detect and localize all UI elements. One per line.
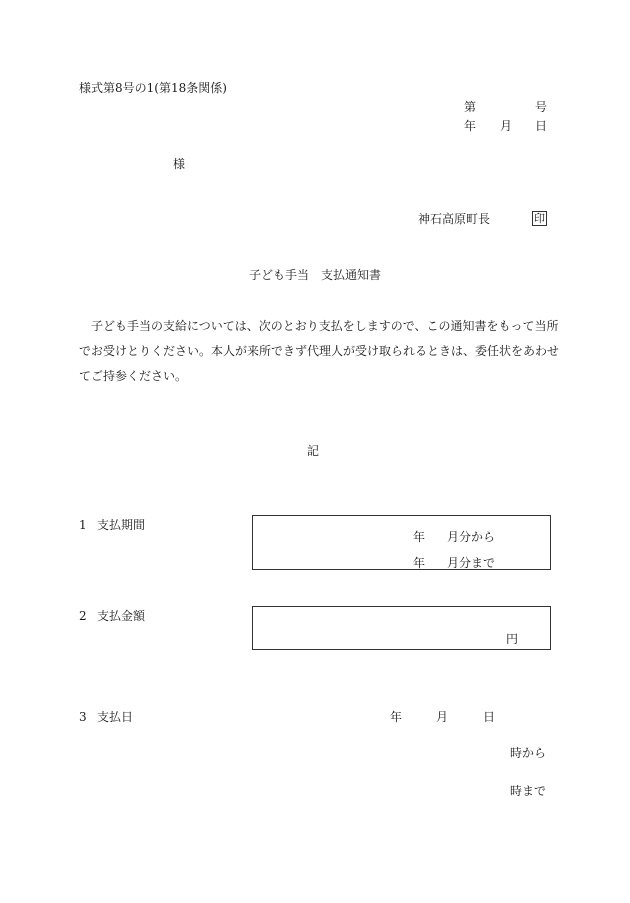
header-year: 年	[464, 119, 477, 133]
ki-heading: 記	[307, 444, 320, 458]
header-month: 月	[500, 119, 513, 133]
period-from-year: 年	[413, 530, 426, 544]
date-month: 月	[436, 710, 449, 724]
time-from: 時から	[510, 746, 547, 760]
form-reference: 様式第8号の1(第18条関係)	[79, 81, 227, 95]
body-line: でお受けとりください。本人が来所できず代理人が受け取られるときは、委任状をあわせ	[79, 344, 560, 358]
item-label-period: 支払期間	[97, 518, 146, 532]
period-box[interactable]	[252, 515, 551, 570]
item-number-amount: 2	[79, 609, 87, 623]
header-day: 日	[535, 119, 548, 133]
document-title: 子ども手当 支払通知書	[249, 268, 382, 282]
item-label-date: 支払日	[97, 710, 134, 724]
number-prefix: 第	[464, 100, 477, 114]
seal-stamp: 印	[534, 212, 545, 225]
period-to-year: 年	[413, 556, 426, 570]
addressee-suffix: 様	[173, 157, 186, 171]
item-label-amount: 支払金額	[97, 609, 146, 623]
amount-unit: 円	[506, 632, 519, 646]
body-line: 子ども手当の支給については、次のとおり支払をしますので、この通知書をもって当所	[91, 319, 559, 333]
time-to: 時まで	[510, 784, 547, 798]
number-suffix: 号	[535, 100, 548, 114]
issuer-name: 神石高原町長	[418, 212, 491, 226]
item-number-date: 3	[79, 710, 87, 724]
date-day: 日	[483, 710, 496, 724]
body-paragraph	[79, 314, 560, 389]
period-to-text: 月分まで	[447, 556, 496, 570]
date-year: 年	[390, 710, 403, 724]
amount-box[interactable]	[252, 606, 551, 650]
body-line: てご持参ください。	[79, 369, 188, 383]
item-number-period: 1	[79, 518, 87, 532]
period-from-text: 月分から	[447, 530, 496, 544]
